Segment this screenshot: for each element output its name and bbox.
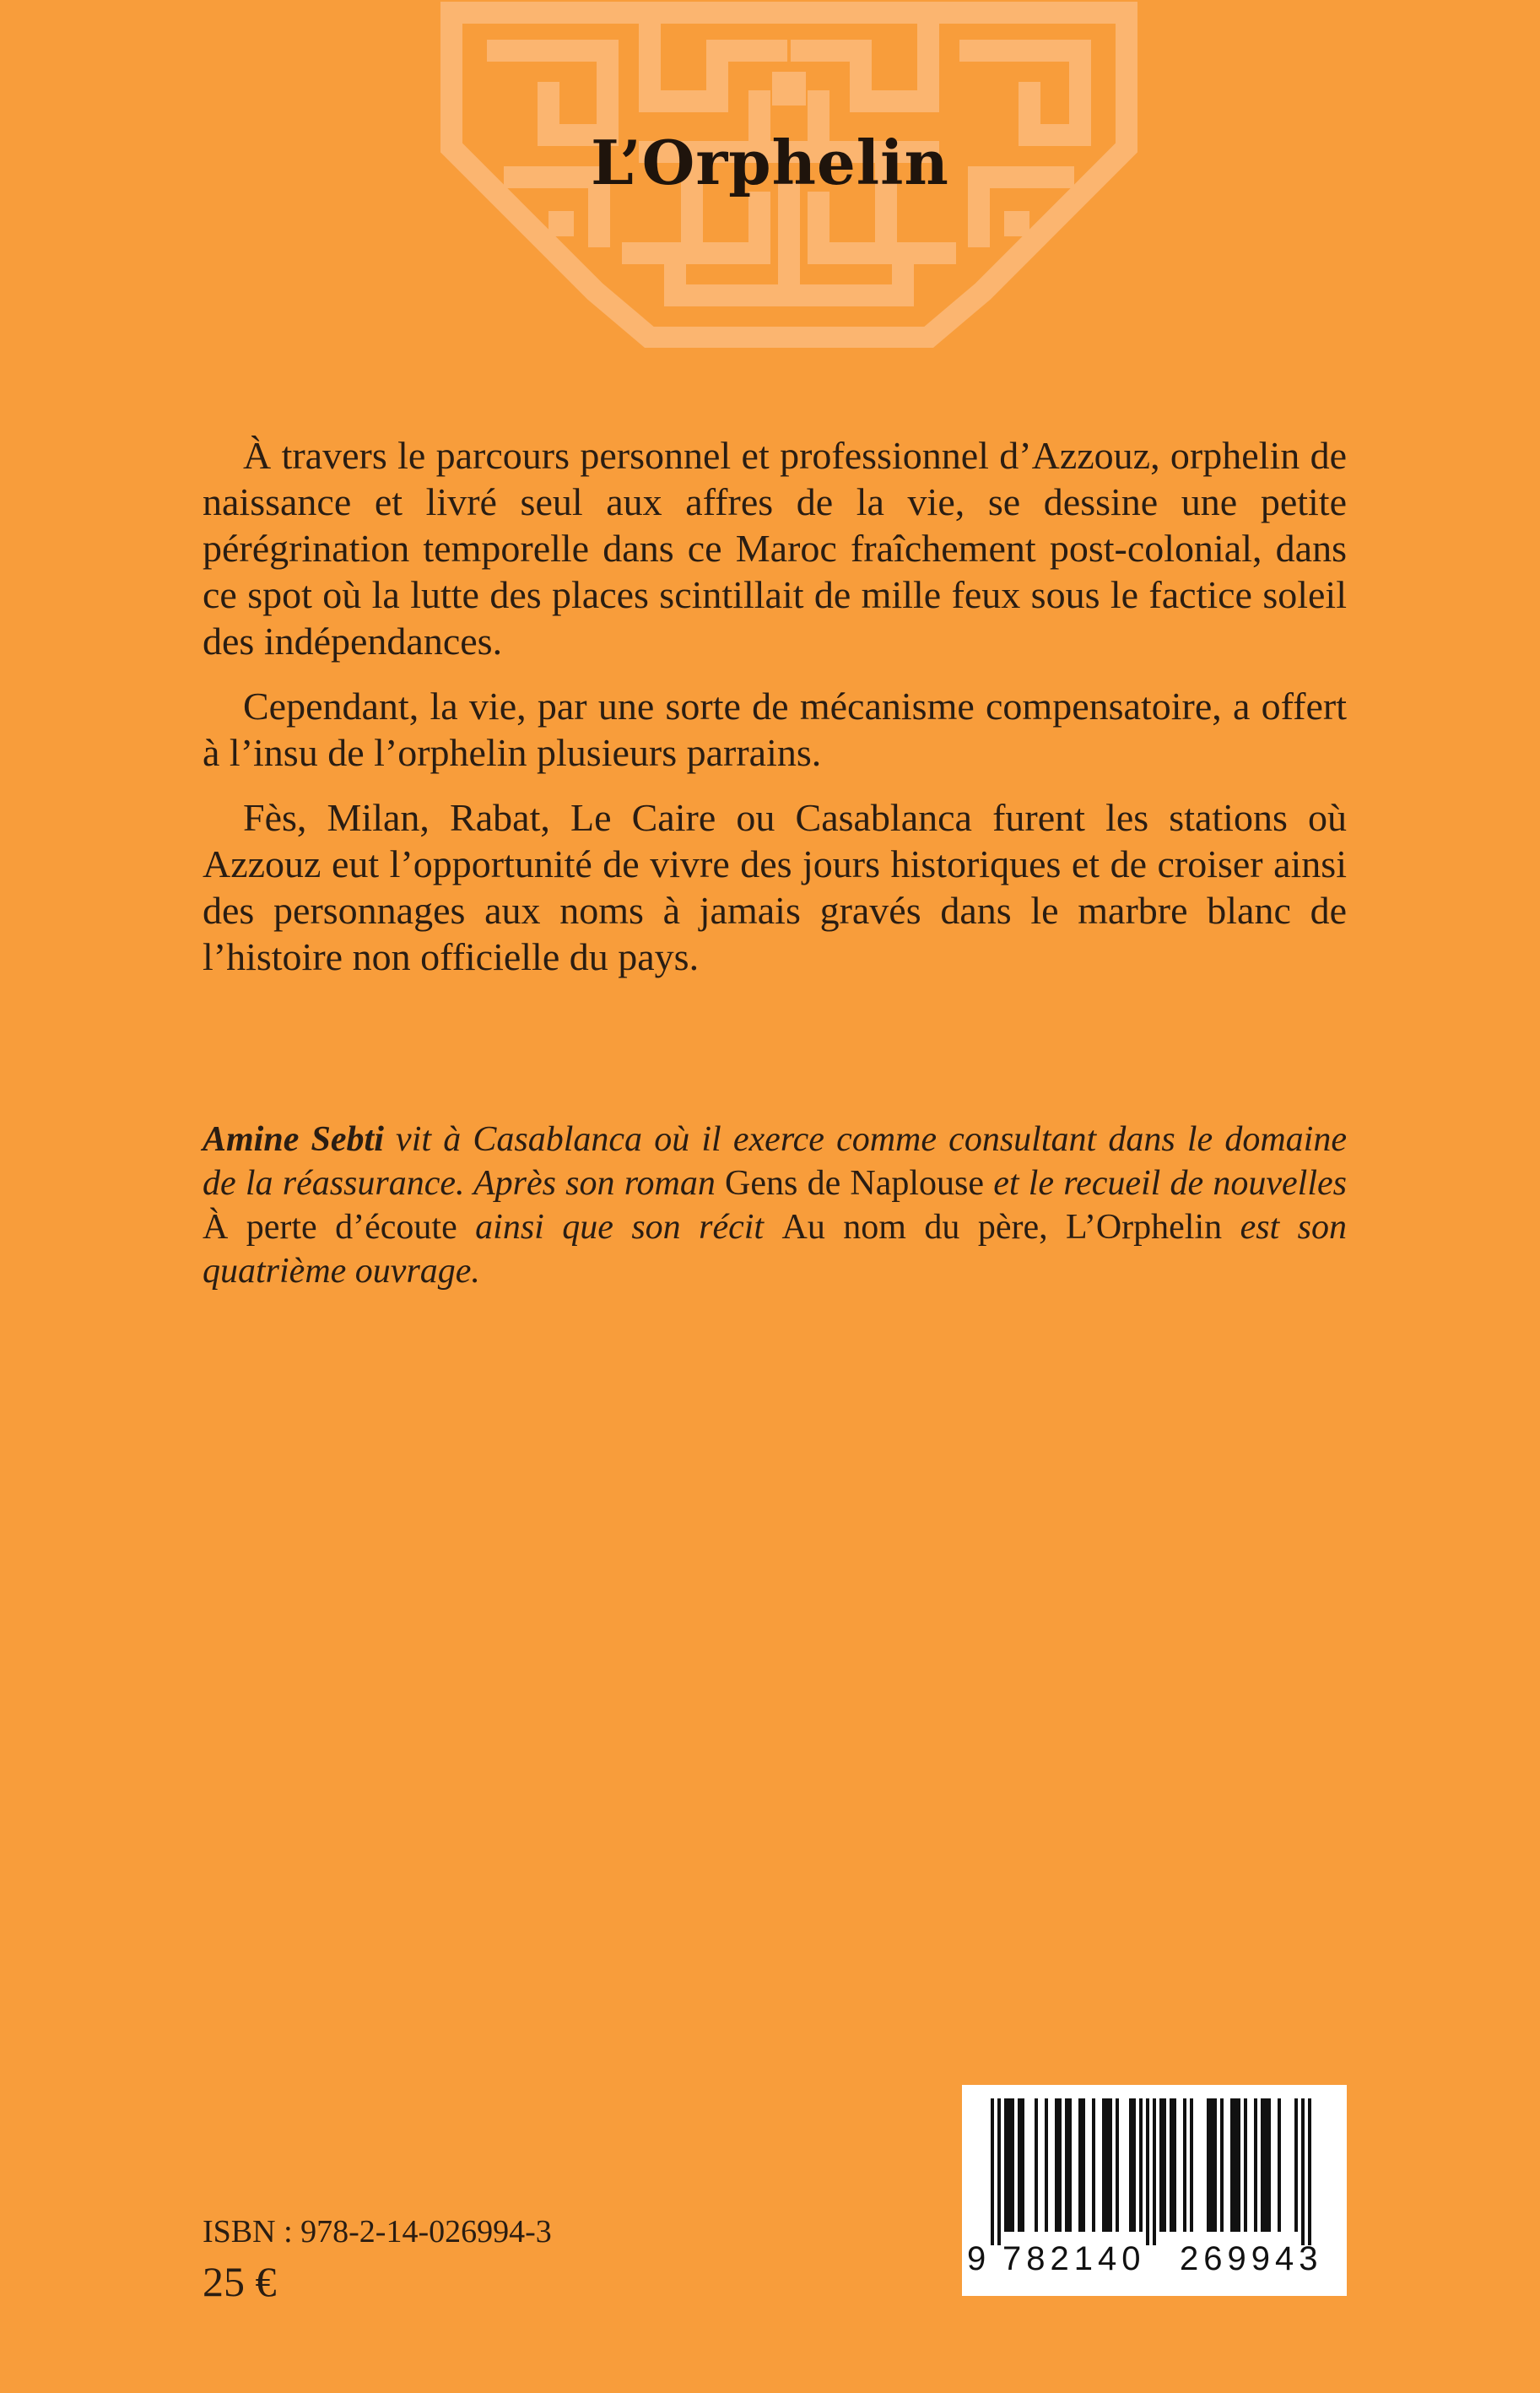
barcode-first-digit: 9 bbox=[967, 2240, 986, 2277]
barcode-bar bbox=[1045, 2098, 1048, 2232]
barcode-digits bbox=[962, 2240, 1347, 2282]
barcode bbox=[962, 2085, 1347, 2296]
book-reference: Au nom du père, bbox=[781, 1208, 1048, 1247]
barcode-bar bbox=[1055, 2098, 1058, 2232]
barcode-left-group: 782140 bbox=[1002, 2240, 1146, 2277]
barcode-bar bbox=[1078, 2098, 1082, 2232]
barcode-bar bbox=[1021, 2098, 1024, 2232]
barcode-bar bbox=[1129, 2098, 1132, 2232]
bio-text: est son quatrième ouvrage. bbox=[203, 1208, 1348, 1291]
barcode-bar bbox=[1170, 2098, 1173, 2232]
barcode-right-group: 269943 bbox=[1180, 2240, 1323, 2277]
barcode-bar bbox=[1139, 2098, 1143, 2232]
barcode-bar bbox=[1207, 2098, 1210, 2232]
barcode-bar bbox=[1308, 2098, 1311, 2245]
barcode-bar bbox=[1183, 2098, 1186, 2232]
barcode-bar bbox=[1173, 2098, 1176, 2232]
barcode-bar bbox=[1153, 2098, 1156, 2245]
barcode-bar bbox=[1105, 2098, 1109, 2232]
barcode-bar bbox=[1068, 2098, 1072, 2232]
barcode-bar bbox=[1065, 2098, 1068, 2232]
barcode-bar bbox=[1092, 2098, 1095, 2232]
book-reference: L’Orphelin bbox=[1066, 1208, 1223, 1247]
barcode-bar bbox=[1237, 2098, 1240, 2232]
barcode-bar bbox=[1213, 2098, 1217, 2232]
barcode-bar bbox=[991, 2098, 994, 2245]
price-label: 25 € bbox=[203, 2258, 277, 2305]
blurb-paragraph: Fès, Milan, Rabat, Le Caire ou Casablanca furent les stations où Azzouz eut l’opportunité de vivre des jours historiques et de croiser ainsi des personnages aux noms à jamais gravés dans le marbre blanc de l’histoire non officielle du pays. bbox=[203, 796, 1347, 978]
blurb-paragraph: Cependant, la vie, par une sorte de mécanisme compensatoire, a offert à l’insu de l’orphelin plusieurs parrains. bbox=[203, 685, 1347, 774]
barcode-bar bbox=[1220, 2098, 1224, 2232]
barcode-bar bbox=[1244, 2098, 1247, 2232]
barcode-bar bbox=[1301, 2098, 1305, 2245]
barcode-bar bbox=[1035, 2098, 1038, 2232]
blurb-paragraph: À travers le parcours personnel et professionnel d’Azzouz, orphelin de naissance et livré seul aux affres de la vie, se dessine une petite pérégrination temporelle dans ce Maroc fraîchement post-colonial, dans ce spot où la lutte des places scintillait de mille feux sous le factice soleil des indépendances. bbox=[203, 434, 1347, 663]
barcode-bar bbox=[1058, 2098, 1062, 2232]
isbn-label: ISBN : 978-2-14-026994-3 bbox=[203, 2214, 552, 2250]
barcode-bar bbox=[997, 2098, 1001, 2245]
barcode-bar bbox=[1146, 2098, 1149, 2245]
author-bio bbox=[203, 1118, 1347, 1293]
author-name: Amine Sebti bbox=[203, 1120, 384, 1159]
bio-text bbox=[1048, 1208, 1066, 1247]
barcode-bar bbox=[1011, 2098, 1014, 2232]
barcode-bars bbox=[962, 2085, 1347, 2245]
barcode-bar bbox=[1261, 2098, 1264, 2232]
barcode-bar bbox=[1004, 2098, 1008, 2232]
barcode-bar bbox=[1294, 2098, 1298, 2232]
barcode-bar bbox=[1102, 2098, 1105, 2232]
barcode-bar bbox=[1230, 2098, 1234, 2232]
barcode-bar bbox=[1082, 2098, 1085, 2232]
barcode-bar bbox=[1267, 2098, 1271, 2232]
barcode-bar bbox=[1109, 2098, 1112, 2232]
barcode-bar bbox=[1116, 2098, 1119, 2232]
bio-text: et le recueil de nouvelles bbox=[984, 1164, 1347, 1203]
book-reference: À perte d’écoute bbox=[203, 1208, 457, 1247]
barcode-bar bbox=[1254, 2098, 1257, 2232]
book-title: L’Orphelin bbox=[591, 127, 949, 198]
barcode-bar bbox=[1210, 2098, 1213, 2232]
barcode-bar bbox=[1159, 2098, 1163, 2232]
back-cover-blurb bbox=[203, 432, 1347, 999]
barcode-bar bbox=[1163, 2098, 1166, 2232]
book-reference: Gens de Naplouse bbox=[725, 1164, 985, 1203]
barcode-bar bbox=[1008, 2098, 1011, 2232]
barcode-bar bbox=[1132, 2098, 1136, 2232]
barcode-bar bbox=[1234, 2098, 1237, 2232]
barcode-bar bbox=[1190, 2098, 1193, 2232]
bio-text: vit à Casablanca où il exerce comme consultant dans le domaine de la réassurance. Après son roman bbox=[203, 1120, 1347, 1203]
bio-text: ainsi que son récit bbox=[457, 1208, 782, 1247]
barcode-bar bbox=[1278, 2098, 1281, 2232]
barcode-bar bbox=[1018, 2098, 1021, 2232]
barcode-bar bbox=[1264, 2098, 1267, 2232]
